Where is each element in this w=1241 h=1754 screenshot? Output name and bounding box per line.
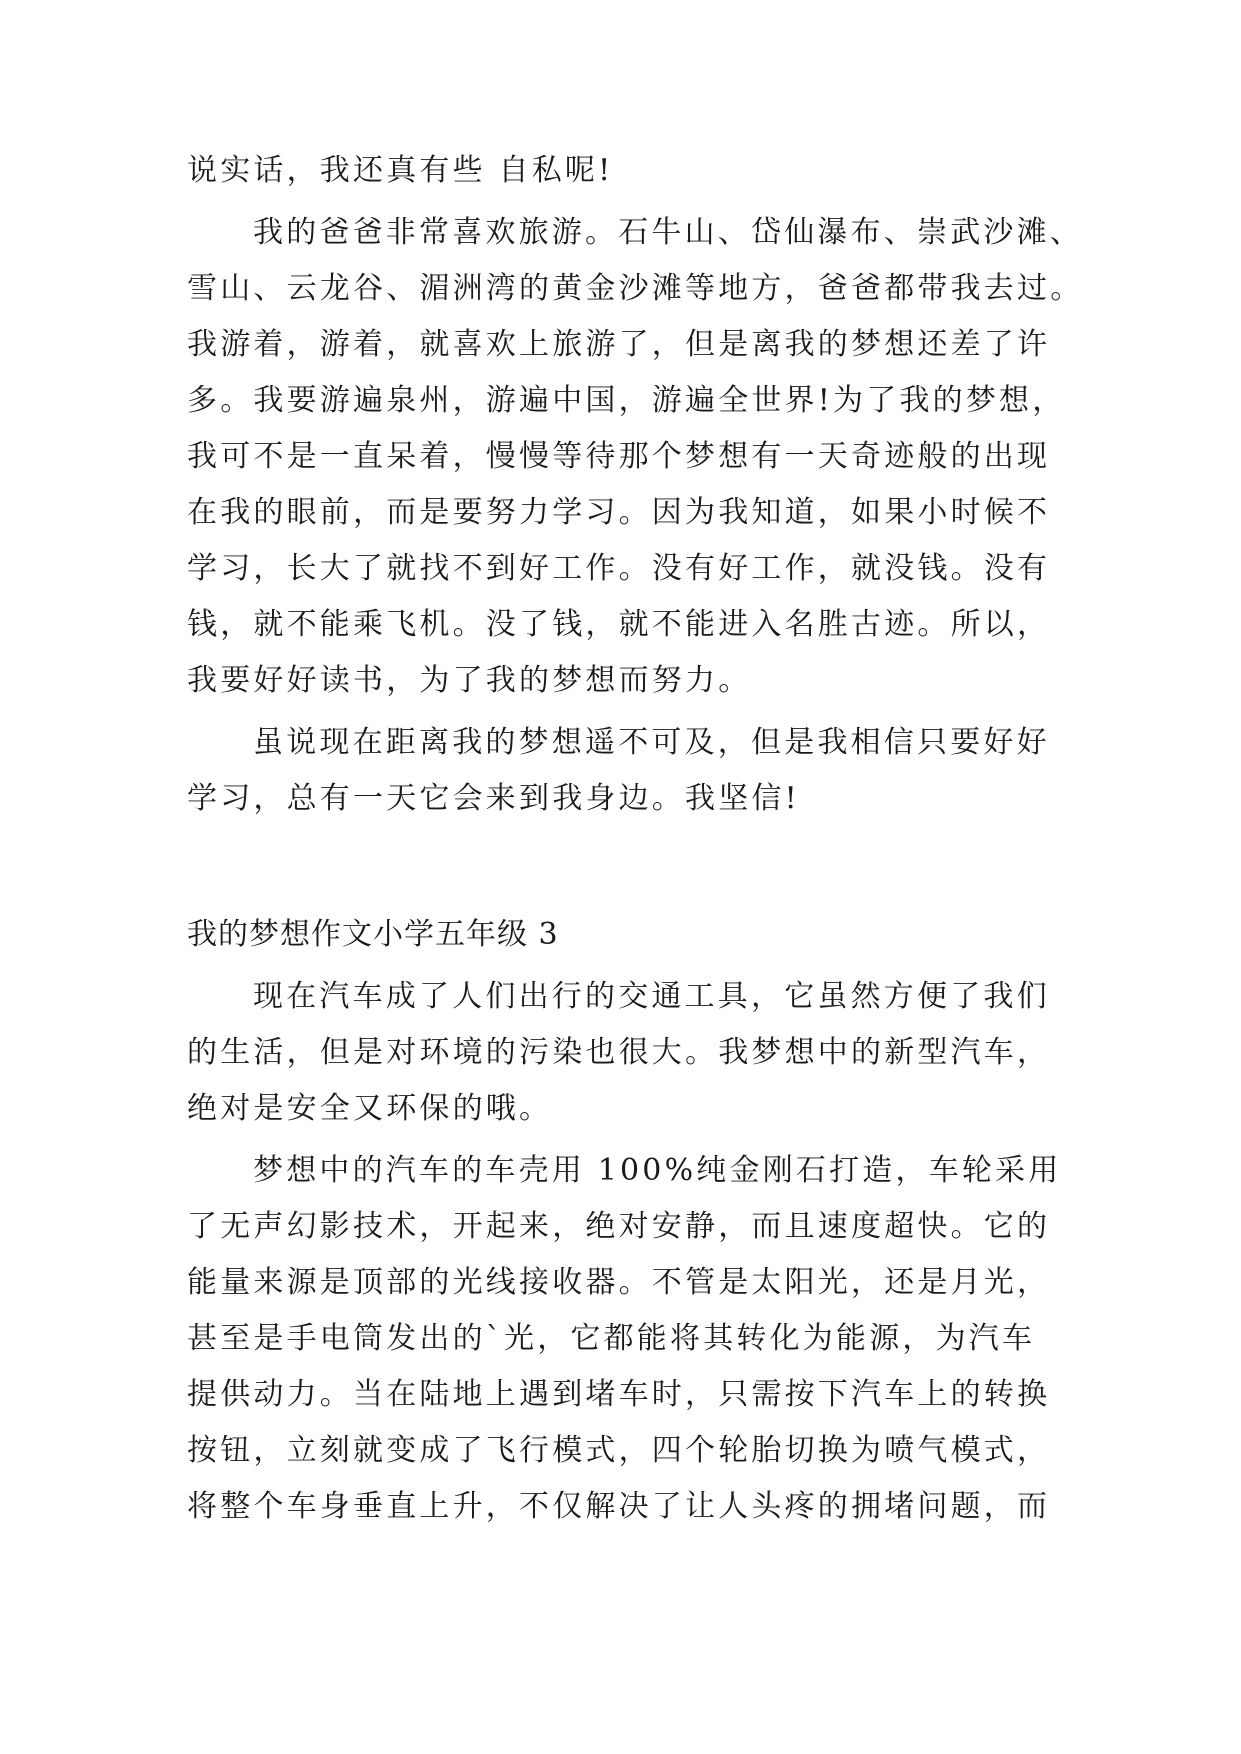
text-line: 学习，长大了就找不到好工作。没有好工作，就没钱。没有 [187,551,1051,586]
paragraph-first-line: 虽说现在距离我的梦想遥不可及，但是我相信只要好好 [253,725,1050,760]
text-line: 绝对是安全又环保的哦。 [187,1091,553,1126]
text-line: 雪山、云龙谷、湄洲湾的黄金沙滩等地方，爸爸都带我去过。 [187,271,1084,306]
text-line: 的生活，但是对环境的污染也很大。我梦想中的新型汽车， [187,1035,1051,1070]
text-line: 能量来源是顶部的光线接收器。不管是太阳光，还是月光， [187,1265,1051,1300]
text-line: 甚至是手电筒发出的`光，它都能将其转化为能源，为汽车 [187,1321,1036,1356]
section-heading: 我的梦想作文小学五年级 3 [187,917,559,952]
text-line: 提供动力。当在陆地上遇到堵车时，只需按下汽车上的转换 [187,1377,1051,1412]
text-line: 我游着，游着，就喜欢上旅游了，但是离我的梦想还差了许 [187,327,1051,362]
text-line: 我可不是一直呆着，慢慢等待那个梦想有一天奇迹般的出现 [187,439,1051,474]
text-line: 按钮，立刻就变成了飞行模式，四个轮胎切换为喷气模式， [187,1433,1051,1468]
paragraph-first-line: 现在汽车成了人们出行的交通工具，它虽然方便了我们 [253,979,1050,1014]
text-line: 将整个车身垂直上升，不仅解决了让人头疼的拥堵问题，而 [187,1489,1051,1524]
paragraph-first-line: 我的爸爸非常喜欢旅游。石牛山、岱仙瀑布、崇武沙滩、 [253,215,1083,250]
text-line: 多。我要游遍泉州，游遍中国，游遍全世界!为了我的梦想， [187,383,1066,418]
text-line: 钱，就不能乘飞机。没了钱，就不能进入名胜古迹。所以， [187,607,1051,642]
text-line: 了无声幻影技术，开起来，绝对安静，而且速度超快。它的 [187,1209,1051,1244]
text-line: 说实话，我还真有些 自私呢! [187,153,614,188]
text-line: 我要好好读书，为了我的梦想而努力。 [187,663,752,698]
text-line: 学习，总有一天它会来到我身边。我坚信! [187,781,800,816]
text-line: 在我的眼前，而是要努力学习。因为我知道，如果小时候不 [187,495,1051,530]
paragraph-first-line: 梦想中的汽车的车壳用 100%纯金刚石打造，车轮采用 [253,1153,1062,1188]
